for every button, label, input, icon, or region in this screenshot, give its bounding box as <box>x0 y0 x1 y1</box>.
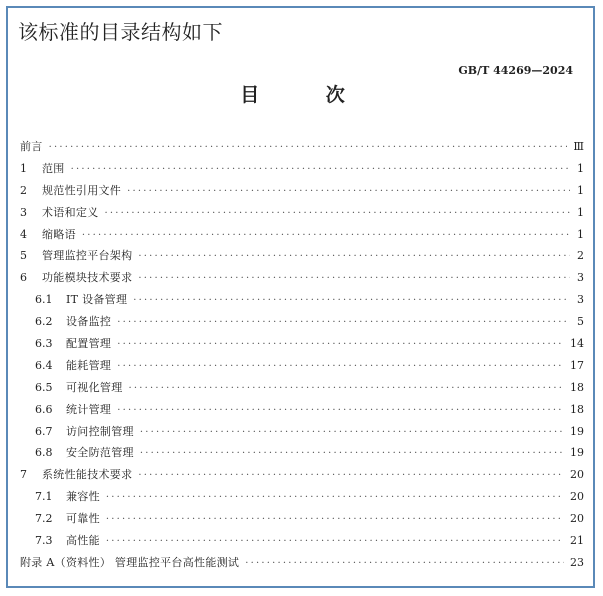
toc-entry-label: 兼容性 <box>66 490 100 504</box>
toc-dot-leader <box>140 448 564 459</box>
toc-dot-leader <box>106 492 564 503</box>
toc-entry-page: 21 <box>570 534 584 548</box>
toc-entry-number: 4 <box>20 227 27 241</box>
toc-dot-leader <box>138 273 570 284</box>
toc-entry-label: 高性能 <box>66 534 100 548</box>
toc-entry-number: 2 <box>20 183 27 197</box>
toc-entry-page: 19 <box>570 446 584 460</box>
toc-entry-label: 配置管理 <box>66 337 112 351</box>
toc-entry-page: 20 <box>570 490 584 504</box>
toc-entry-page: 17 <box>570 358 584 372</box>
toc-entry[interactable] <box>20 510 584 532</box>
toc-entry-number: 6 <box>20 271 27 285</box>
toc-entry-number: 7.1 <box>35 490 53 504</box>
toc-dot-leader <box>105 208 571 219</box>
toc-entry-page: 20 <box>570 512 584 526</box>
toc-entry[interactable] <box>20 488 584 510</box>
toc-entry[interactable] <box>20 335 584 357</box>
toc-entry[interactable] <box>20 554 584 576</box>
toc-entry-page: 18 <box>570 380 584 394</box>
toc-dot-leader <box>82 230 570 241</box>
toc-dot-leader <box>117 405 564 416</box>
toc-entry[interactable] <box>20 160 584 182</box>
toc-entry-page: 1 <box>577 183 584 197</box>
toc-list <box>20 138 584 576</box>
toc-entry-label: 能耗管理 <box>66 358 112 372</box>
toc-entry-label: 范围 <box>42 161 65 175</box>
toc-entry[interactable] <box>20 379 584 401</box>
toc-entry-number: 7.3 <box>35 534 53 548</box>
toc-entry[interactable] <box>20 204 584 226</box>
toc-title: 目 次 <box>240 84 375 106</box>
toc-dot-leader <box>106 536 564 547</box>
toc-entry-number: 5 <box>20 249 27 263</box>
toc-entry-label: 统计管理 <box>66 402 112 416</box>
toc-entry-page: 5 <box>577 315 584 329</box>
toc-entry-page: 18 <box>570 402 584 416</box>
toc-entry-number: 6.6 <box>35 402 53 416</box>
standard-code: GB/T 44269—2024 <box>458 64 573 77</box>
toc-entry-number: 1 <box>20 161 27 175</box>
page-heading: 该标准的目录结构如下 <box>18 20 223 44</box>
toc-entry[interactable] <box>20 466 584 488</box>
toc-entry-number: 7 <box>20 468 27 482</box>
toc-entry-label: 功能模块技术要求 <box>42 271 133 285</box>
toc-dot-leader <box>138 251 570 262</box>
toc-entry[interactable] <box>20 269 584 291</box>
toc-entry-number: 7.2 <box>35 512 53 526</box>
toc-entry-number: 3 <box>20 205 27 219</box>
toc-entry[interactable] <box>20 532 584 554</box>
toc-entry-page: 14 <box>570 337 584 351</box>
toc-entry-page: Ⅲ <box>573 140 584 153</box>
toc-entry[interactable] <box>20 444 584 466</box>
toc-dot-leader <box>117 339 564 350</box>
toc-entry[interactable] <box>20 291 584 313</box>
toc-entry-label: 前言 <box>20 140 43 153</box>
toc-entry-label: 系统性能技术要求 <box>42 468 133 482</box>
toc-dot-leader <box>140 427 564 438</box>
toc-entry[interactable] <box>20 313 584 335</box>
toc-entry-number: 6.3 <box>35 337 53 351</box>
toc-entry[interactable] <box>20 226 584 248</box>
toc-entry-label: 管理监控平台架构 <box>42 249 133 263</box>
toc-entry-page: 1 <box>577 205 584 219</box>
toc-entry-number: 6.5 <box>35 380 53 394</box>
toc-entry[interactable] <box>20 247 584 269</box>
toc-dot-leader <box>129 383 565 394</box>
toc-entry-label: 可靠性 <box>66 512 100 526</box>
toc-dot-leader <box>138 470 564 481</box>
toc-entry-label: 设备监控 <box>66 315 112 329</box>
toc-dot-leader <box>106 514 564 525</box>
toc-entry-page: 1 <box>577 227 584 241</box>
toc-dot-leader <box>49 142 568 153</box>
toc-entry-page: 2 <box>577 249 584 263</box>
toc-entry-page: 3 <box>577 293 584 307</box>
toc-entry-label: 可视化管理 <box>66 380 123 394</box>
toc-entry-page: 23 <box>570 555 584 569</box>
toc-dot-leader <box>245 558 564 569</box>
toc-entry[interactable] <box>20 138 584 160</box>
toc-dot-leader <box>127 186 570 197</box>
toc-entry-label: 缩略语 <box>42 227 76 241</box>
toc-dot-leader <box>133 295 570 306</box>
toc-entry-page: 19 <box>570 424 584 438</box>
toc-entry[interactable] <box>20 423 584 445</box>
toc-entry-number: 6.4 <box>35 358 53 372</box>
toc-dot-leader <box>117 361 564 372</box>
toc-entry-number: 6.2 <box>35 315 53 329</box>
toc-entry[interactable] <box>20 182 584 204</box>
toc-entry-page: 3 <box>577 271 584 285</box>
toc-dot-leader <box>117 317 570 328</box>
toc-entry-label: 术语和定义 <box>42 205 99 219</box>
toc-dot-leader <box>71 164 570 175</box>
toc-entry-page: 20 <box>570 468 584 482</box>
toc-entry-label: IT 设备管理 <box>66 293 128 307</box>
toc-entry-number: 6.1 <box>35 293 53 307</box>
toc-entry-number: 6.8 <box>35 446 53 460</box>
toc-entry-number: 6.7 <box>35 424 53 438</box>
toc-entry-page: 1 <box>577 161 584 175</box>
toc-entry-label: 附录 A（资料性） 管理监控平台高性能测试 <box>20 555 240 569</box>
toc-entry-label: 访问控制管理 <box>66 424 134 438</box>
toc-entry-label: 安全防范管理 <box>66 446 134 460</box>
toc-entry[interactable] <box>20 401 584 423</box>
toc-entry-label: 规范性引用文件 <box>42 183 122 197</box>
toc-entry[interactable] <box>20 357 584 379</box>
